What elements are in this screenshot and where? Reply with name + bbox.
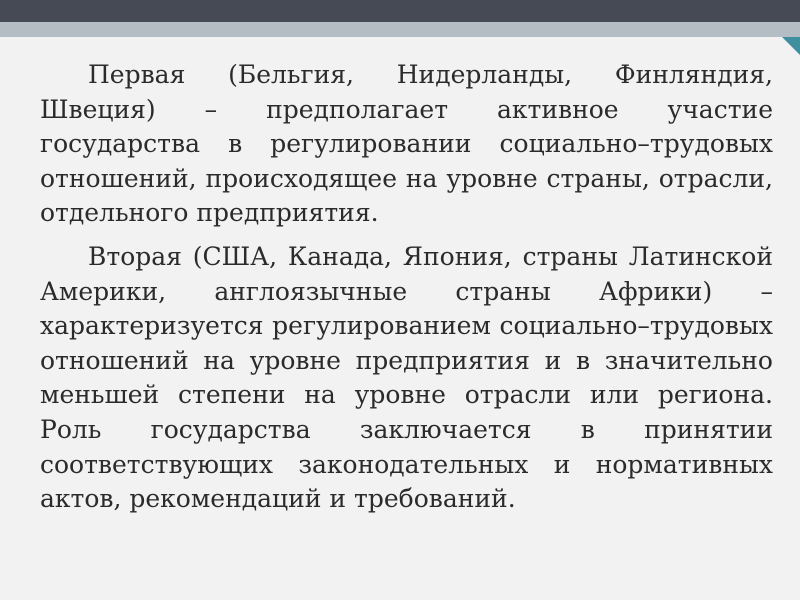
slide-content	[40, 58, 773, 526]
header-bar	[0, 0, 800, 22]
paragraph-first-model: Первая (Бельгия, Нидерланды, Финляндия, Швеция) – предполагает активное участие государства в регулировании социально–трудовых отношений, происходящее на уровне страны, отрасли, отдельного предприятия.	[40, 60, 773, 228]
paragraph-second-model: Вторая (США, Канада, Япония, страны Латинской Америки, англоязычные страны Африки) – характеризуется регулированием социально–трудовых отношений на уровне предприятия и в значительно меньшей степени на уровне отрасли или региона. Роль государства заключается в принятии соответствующих законодательных и нормативных актов, рекомендаций и требований.	[40, 241, 773, 514]
corner-accent	[782, 37, 800, 55]
header-stripe	[0, 22, 800, 37]
